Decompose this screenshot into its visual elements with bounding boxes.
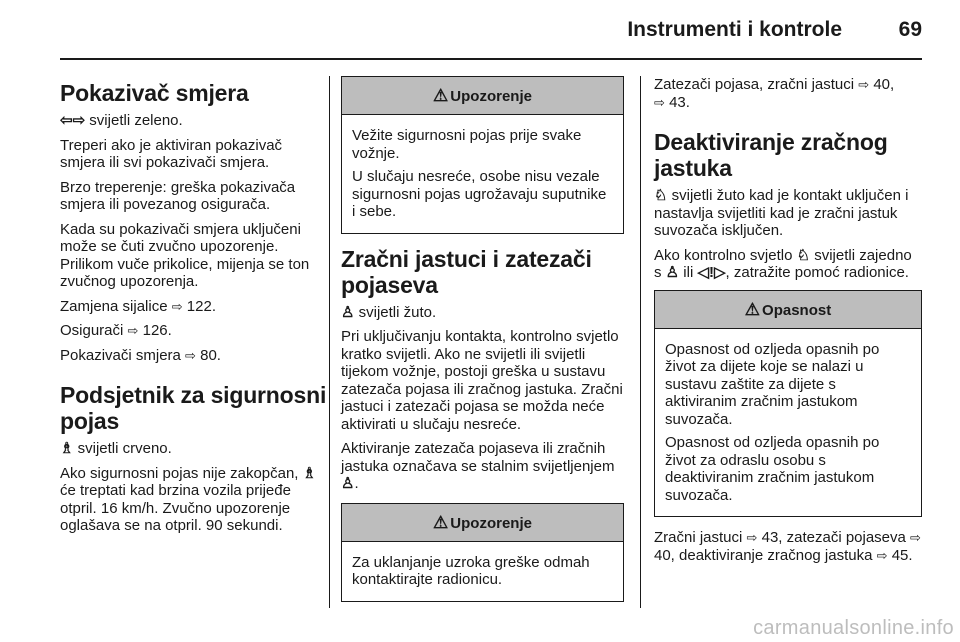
- column-1: [60, 76, 328, 542]
- cross-reference: Zatezači pojasa, zračni jastuci ⇨ 40, ⇨ 43.: [654, 76, 895, 111]
- paragraph: Kada su pokazivači smjera uključeni može se čuti zvučno upozorenje. Prilikom vuče prikolice, mijenja se ton zvučnog upozorenja.: [60, 220, 310, 290]
- column-3: [654, 76, 922, 571]
- paragraph: ⇦⇨ svijetli zeleno.: [60, 112, 183, 129]
- paragraph: Opasnost od ozljeda opasnih po život za dijete koje se nalazi u sustavu zaštite za dijete s aktiviranim zračnim jastukom suvozača.: [665, 340, 880, 428]
- seatbelt-icon: ♗: [302, 464, 317, 482]
- warning-icon: ⚠: [433, 512, 449, 532]
- page-ref-arrow-icon: ⇨: [876, 547, 888, 563]
- warning-box: [341, 76, 624, 234]
- cross-reference: Osigurači ⇨ 126.: [60, 322, 172, 339]
- header-title: Instrumenti i kontrole: [627, 18, 842, 41]
- paragraph: Vežite sigurnosni pojas prije svake vožnje.: [352, 127, 582, 162]
- warning-box-body: [342, 115, 623, 233]
- seatbelt-icon: ♗: [60, 440, 74, 457]
- paragraph: Treperi ako je aktiviran pokazivač smjera ili svi pokazivači smjera.: [60, 136, 283, 171]
- page-ref-arrow-icon: ⇨: [858, 77, 870, 92]
- paragraph: ♘ svijetli žuto kad je kontakt uključen i nastavlja svijetliti kad je zračni jastuk suvozača isključen.: [654, 187, 909, 239]
- paragraph: Za uklanjanje uzroka greške odmah kontaktirajte radionicu.: [352, 553, 590, 588]
- page-number: 69: [898, 18, 922, 41]
- cross-reference: Pokazivači smjera ⇨ 80.: [60, 346, 221, 364]
- warning-box-body: [342, 542, 623, 601]
- paragraph: Brzo treperenje: greška pokazivača smjera ili povezanog osigurača.: [60, 178, 296, 213]
- airbag-off-icon: ♘: [654, 187, 668, 204]
- general-warning-icon: ◁!▷: [697, 264, 726, 281]
- paragraph: Opasnost od ozljeda opasnih po život za odraslu osobu s deaktiviranim zračnim jastukom suvozača.: [665, 434, 880, 504]
- danger-box: [654, 290, 922, 518]
- airbag-icon: ♙: [341, 303, 355, 321]
- section-title-turn-signal: Pokazivač smjera: [60, 80, 249, 106]
- column-2: [341, 76, 624, 614]
- warning-box-header: ⚠ Upozorenje: [342, 504, 623, 542]
- danger-box-body: [655, 329, 921, 517]
- danger-box-header: ⚠ Opasnost: [655, 291, 921, 329]
- warning-box-header: ⚠ Upozorenje: [342, 77, 623, 115]
- page-header: [60, 0, 922, 52]
- paragraph: Aktiviranje zatezača pojaseva ili zračnih jastuka označava se stalnim svijetljenjem ♙.: [341, 440, 615, 492]
- page-ref-arrow-icon: ⇨: [171, 298, 183, 314]
- column-divider-1: [329, 76, 330, 608]
- airbag-icon: ♙: [341, 475, 355, 492]
- airbag-off-icon: ♘: [796, 246, 811, 264]
- page-ref-arrow-icon: ⇨: [746, 530, 758, 545]
- page-ref-arrow-icon: ⇨: [185, 347, 196, 363]
- paragraph: Pri uključivanju kontakta, kontrolno svjetlo kratko svijetli. Ako ne svijetli ili svijetli tijekom vožnje, postoji greška u sustavu zatezača pojasa ili zračnog jastuka. Zračni jastuci i zatezači pojasa se možda neće aktivirati u slučaju nesreće.: [341, 328, 623, 433]
- section-title-seatbelt-reminder: Podsjetnik za sigurnosni pojas: [60, 382, 327, 434]
- cross-reference: Zračni jastuci ⇨ 43, zatezači pojaseva ⇨ 40, deaktiviranje zračnog jastuka ⇨ 45.: [654, 529, 921, 564]
- warning-box: [341, 503, 624, 602]
- paragraph: Ako kontrolno svjetlo ♘ svijetli zajedno s ♙ ili ◁!▷, zatražite pomoć radionice.: [654, 246, 912, 281]
- section-title-airbags: Zračni jastuci i zatezači pojaseva: [341, 245, 592, 298]
- watermark: carmanualsonline.info: [753, 617, 954, 639]
- airbag-icon: ♙: [665, 264, 680, 281]
- paragraph: ♙ svijetli žuto.: [341, 303, 437, 321]
- paragraph: U slučaju nesreće, osobe nisu vezale sigurnosni pojas ugrožavaju suputnike i sebe.: [352, 168, 607, 220]
- warning-icon: ⚠: [433, 86, 449, 105]
- page-ref-arrow-icon: ⇨: [910, 530, 921, 545]
- column-divider-2: [640, 76, 641, 608]
- page-ref-arrow-icon: ⇨: [127, 323, 139, 338]
- page-ref-arrow-icon: ⇨: [654, 94, 665, 110]
- warning-icon: ⚠: [744, 299, 761, 319]
- turn-signal-icon: ⇦⇨: [60, 112, 86, 129]
- header-rule: [60, 58, 922, 60]
- cross-reference: Zamjena sijalice ⇨ 122.: [60, 297, 216, 315]
- paragraph: ♗ svijetli crveno.: [60, 440, 172, 457]
- paragraph: Ako sigurnosni pojas nije zakopčan, ♗ će treptati kad brzina vozila prijeđe otpril. 16 km/h. Zvučno upozorenje oglašava se na otpril. 90 sekundi.: [60, 464, 317, 534]
- section-title-airbag-deactivation: Deaktiviranje zračnog jastuka: [654, 129, 888, 181]
